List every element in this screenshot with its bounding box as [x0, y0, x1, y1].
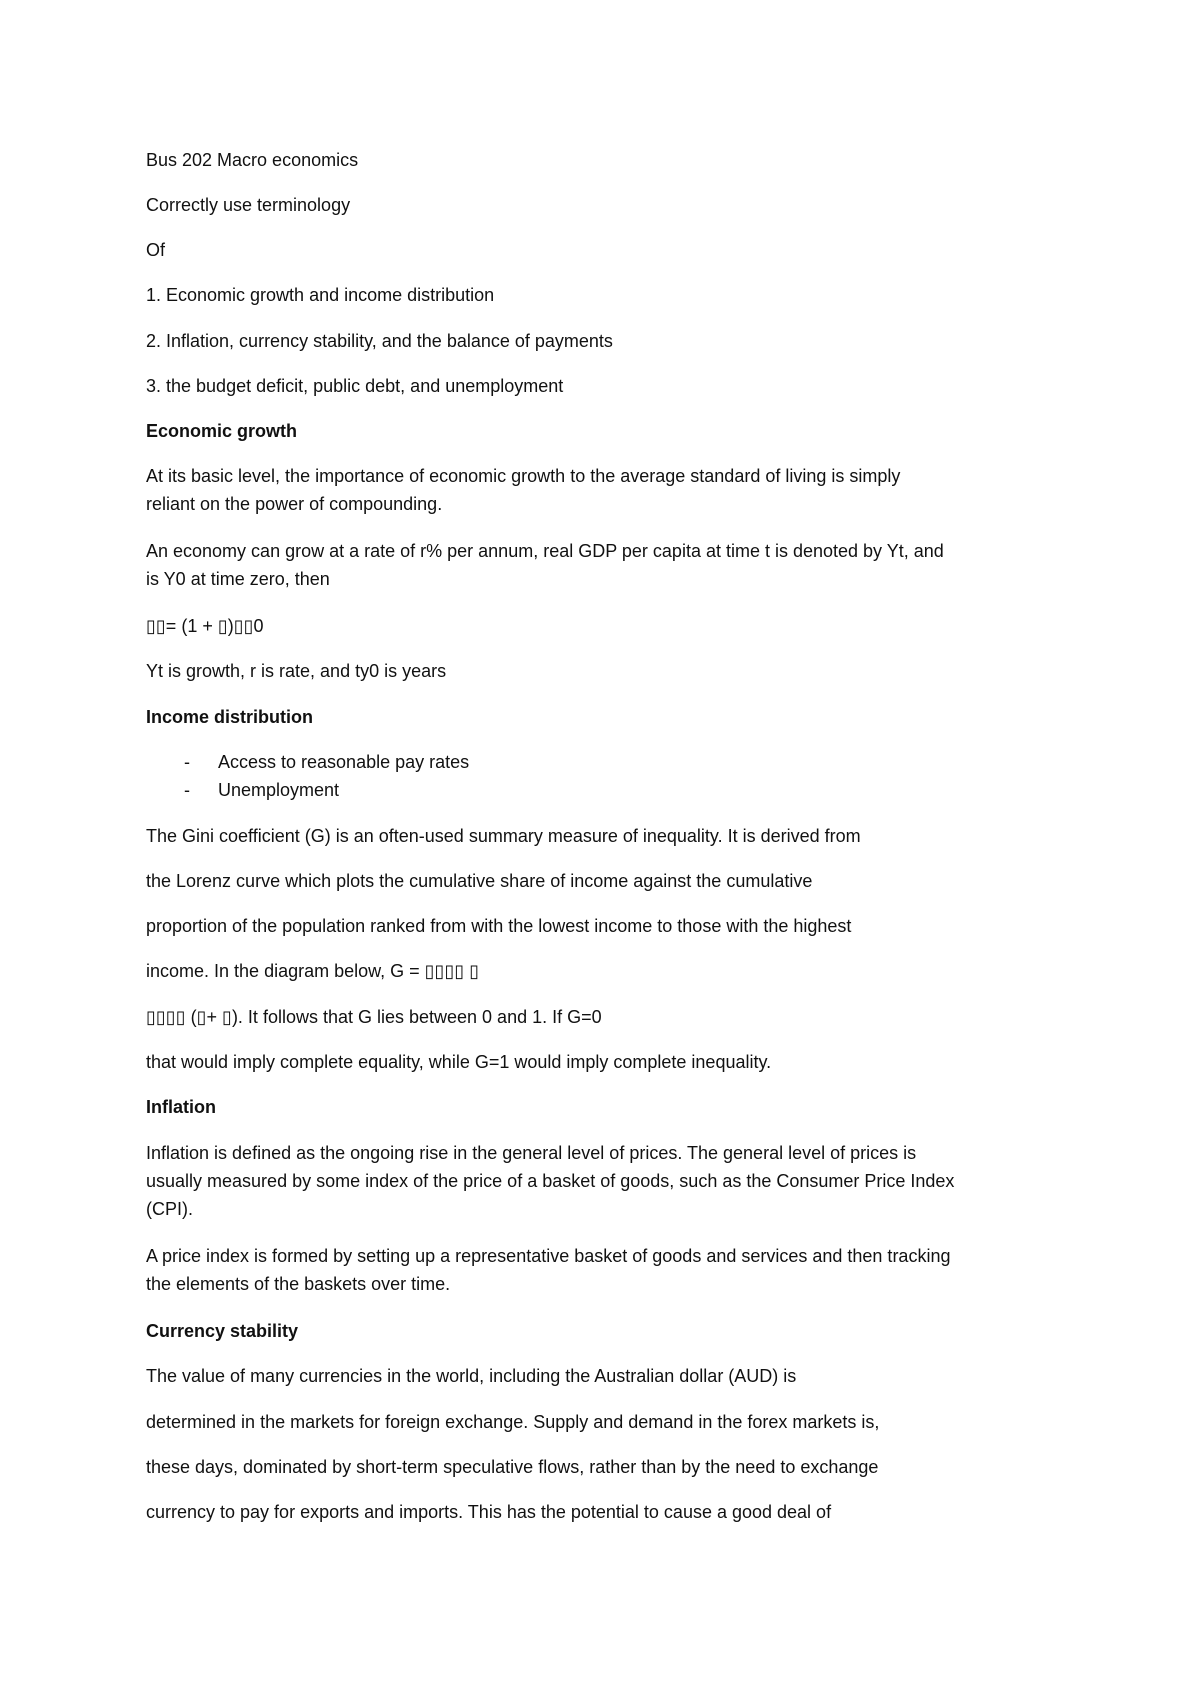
paragraph-line: A price index is formed by setting up a representative basket of goods and services and then tracking: [146, 1246, 951, 1266]
paragraph-line: that would imply complete equality, while G=1 would imply complete inequality.: [146, 1052, 772, 1072]
paragraph-line: the elements of the baskets over time.: [146, 1274, 451, 1294]
paragraph-line: ▯▯▯▯ (▯+ ▯). It follows that G lies between 0 and 1. If G=0: [146, 1007, 602, 1027]
document-title: Bus 202 Macro economics: [146, 150, 359, 170]
topic-item: 1. Economic growth and income distribution: [146, 285, 495, 305]
growth-formula: ▯▯= (1 + ▯)▯▯0: [146, 616, 264, 636]
paragraph-line: An economy can grow at a rate of r% per annum, real GDP per capita at time t is denoted by Yt, and: [146, 541, 944, 561]
paragraph-line: Yt is growth, r is rate, and ty0 is years: [146, 661, 447, 681]
paragraph-line: determined in the markets for foreign exchange. Supply and demand in the forex markets is,: [146, 1412, 880, 1432]
paragraph-line: these days, dominated by short-term speculative flows, rather than by the need to exchange: [146, 1457, 879, 1477]
paragraph-line: The Gini coefficient (G) is an often-used summary measure of inequality. It is derived from: [146, 826, 861, 846]
heading-income-distribution: Income distribution: [146, 707, 314, 727]
heading-currency-stability: Currency stability: [146, 1321, 299, 1341]
paragraph-line: (CPI).: [146, 1199, 193, 1219]
paragraph-line: currency to pay for exports and imports. This has the potential to cause a good deal of: [146, 1502, 832, 1522]
heading-economic-growth: Economic growth: [146, 421, 298, 441]
bullet-text: Unemployment: [218, 780, 340, 800]
paragraph-line: proportion of the population ranked from with the lowest income to those with the highest: [146, 916, 852, 936]
bullet-dash: -: [184, 752, 190, 772]
topic-item: 2. Inflation, currency stability, and the balance of payments: [146, 331, 613, 351]
paragraph-line: Inflation is defined as the ongoing rise in the general level of prices. The general level of prices is: [146, 1143, 917, 1163]
paragraph-line: the Lorenz curve which plots the cumulative share of income against the cumulative: [146, 871, 813, 891]
paragraph-line: usually measured by some index of the price of a basket of goods, such as the Consumer Price Index: [146, 1171, 955, 1191]
paragraph-line: At its basic level, the importance of economic growth to the average standard of living is simply: [146, 466, 901, 486]
paragraph-line: reliant on the power of compounding.: [146, 494, 443, 514]
heading-inflation: Inflation: [146, 1097, 216, 1117]
paragraph-line: is Y0 at time zero, then: [146, 569, 330, 589]
intro-line: Of: [146, 240, 166, 260]
topic-item: 3. the budget deficit, public debt, and unemployment: [146, 376, 564, 396]
bullet-text: Access to reasonable pay rates: [218, 752, 470, 772]
intro-line: Correctly use terminology: [146, 195, 351, 215]
paragraph-line: income. In the diagram below, G = ▯▯▯▯ ▯: [146, 961, 480, 981]
bullet-dash: -: [184, 780, 190, 800]
paragraph-line: The value of many currencies in the world, including the Australian dollar (AUD) is: [146, 1366, 797, 1386]
